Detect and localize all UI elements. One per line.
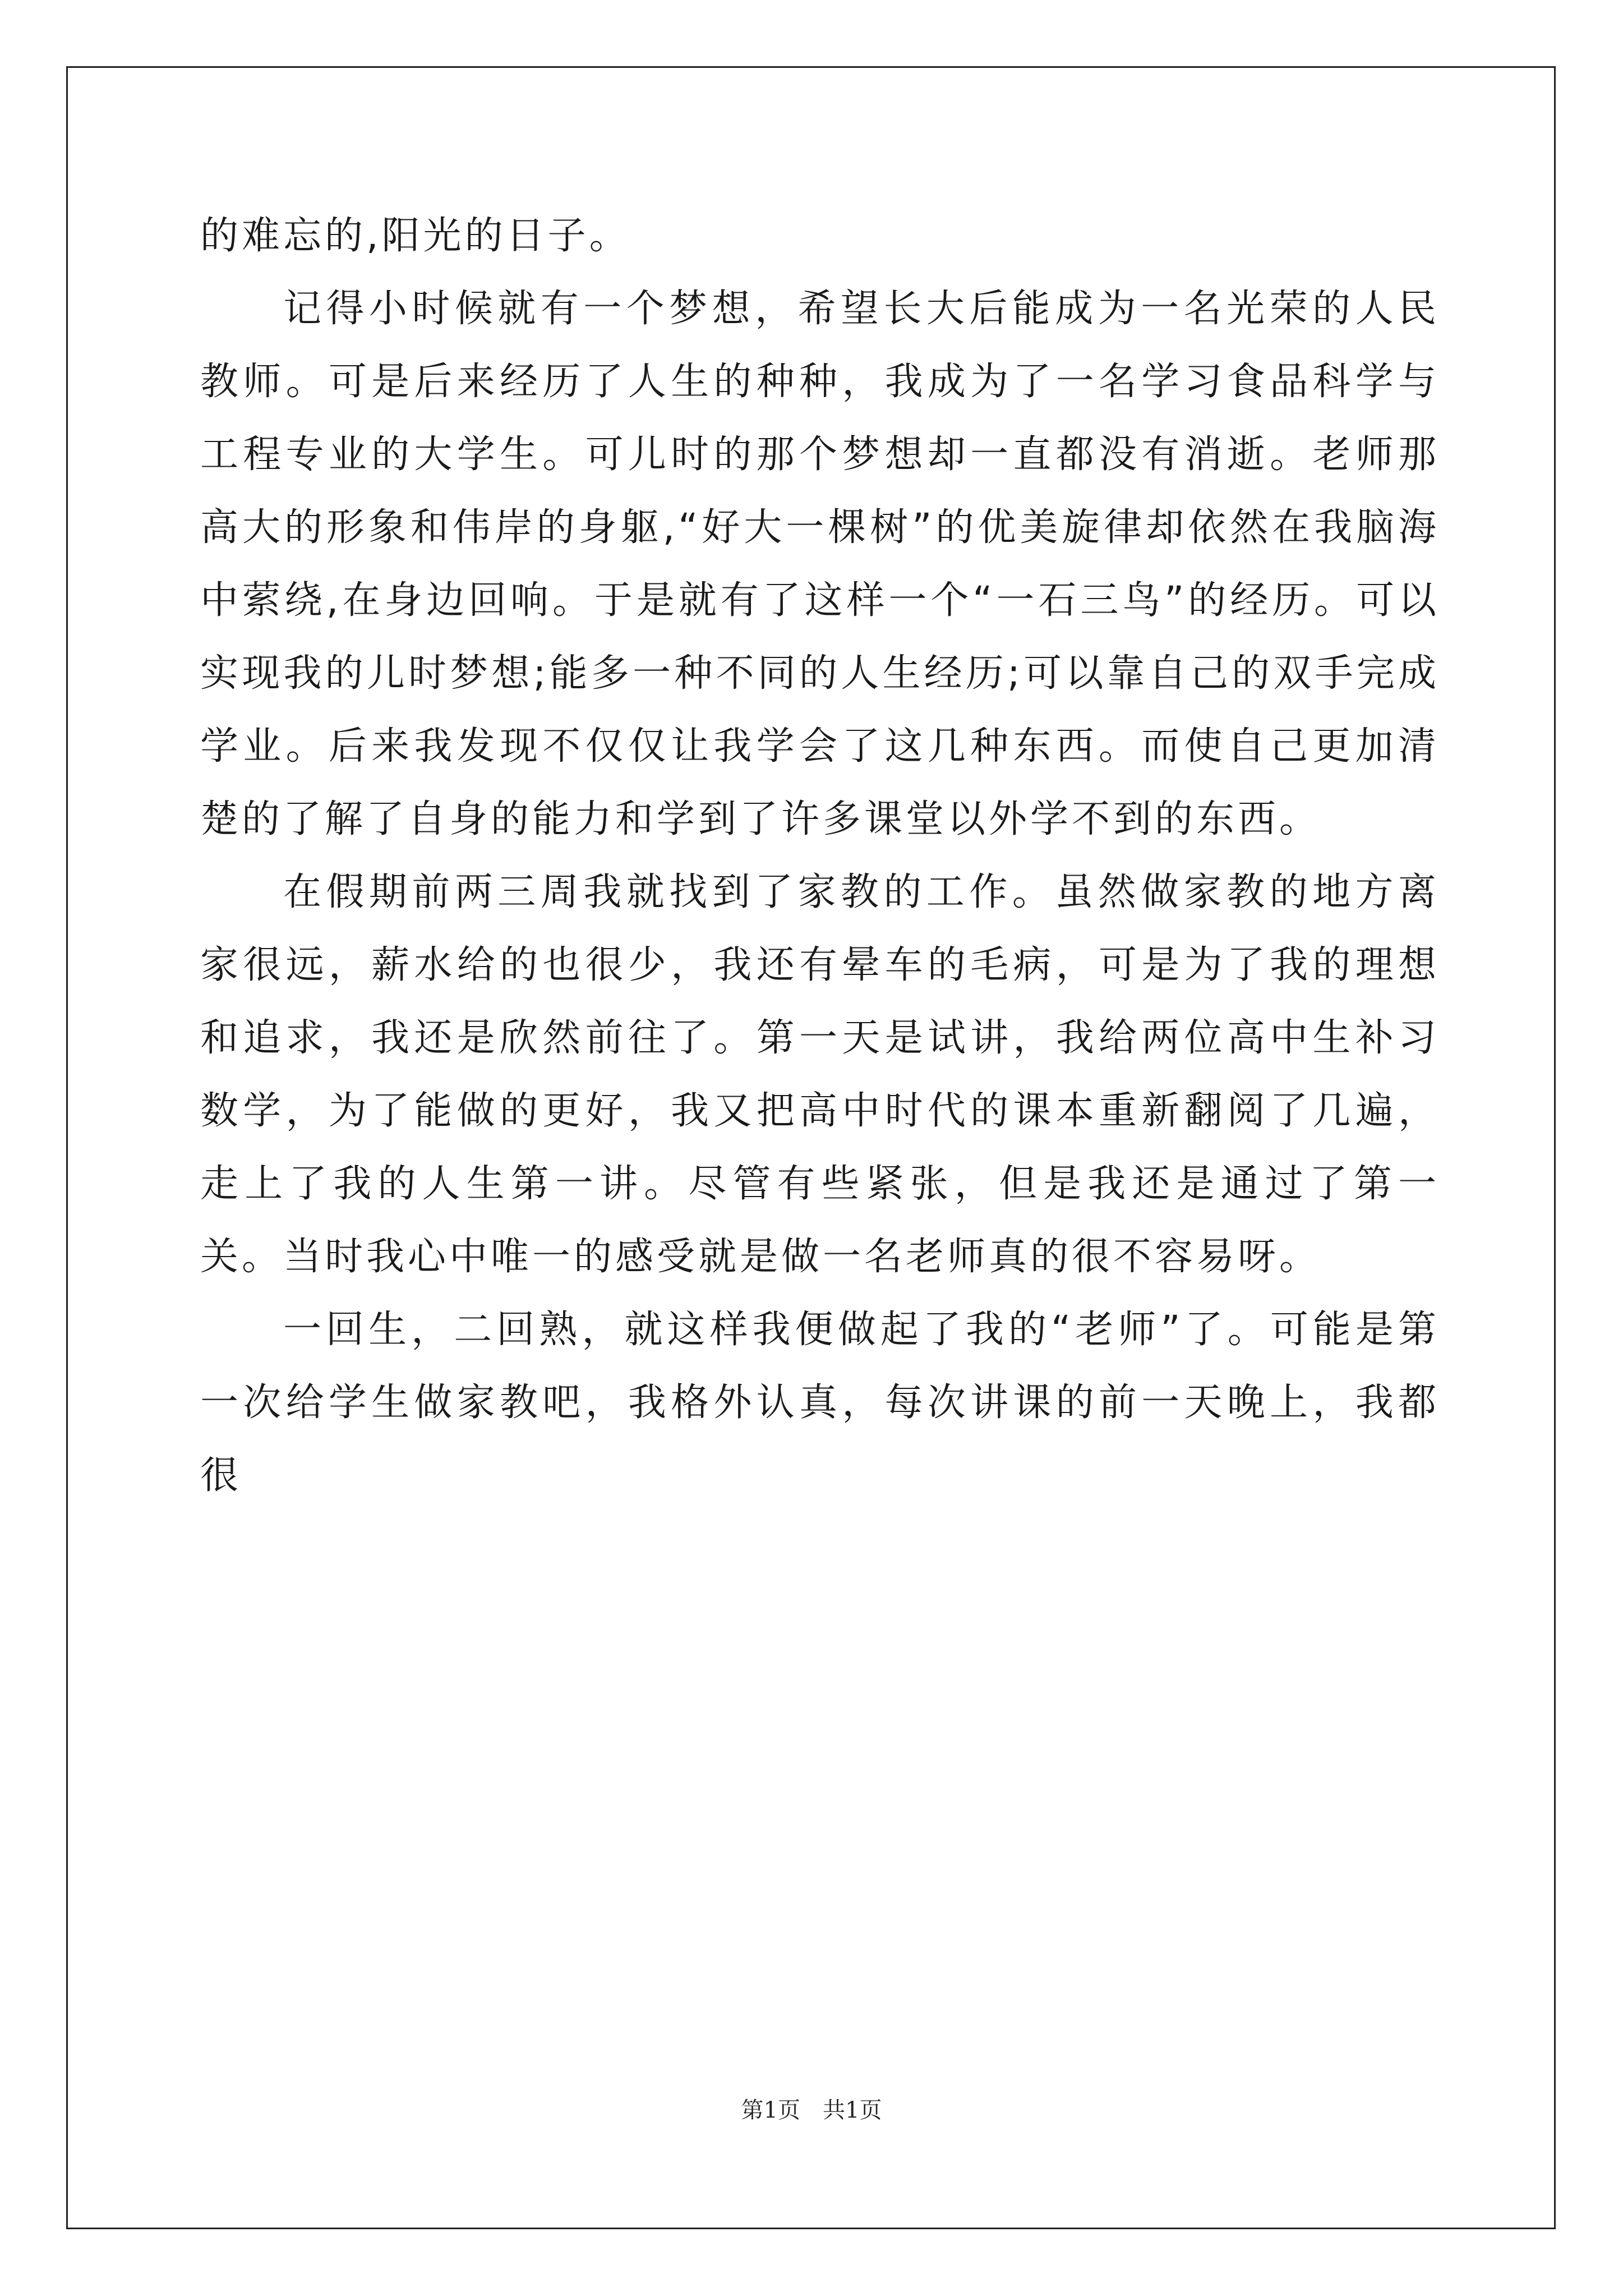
- paragraph-3: 在假期前两三周我就找到了家教的工作。虽然做家教的地方离家很远，薪水给的也很少，我还有晕车的毛病，可是为了我的理想和追求，我还是欣然前往了。第一天是试讲，我给两位高中生补习数学，为了能做的更好，我又把高中时代的课本重新翻阅了几遍，走上了我的人生第一讲。尽管有些紧张，但是我还是通过了第一关。当时我心中唯一的感受就是做一名老师真的很不容易呀。: [200, 870, 1440, 1279]
- document-body: [200, 200, 1440, 1512]
- paragraph-2: 记得小时候就有一个梦想，希望长大后能成为一名光荣的人民教师。可是后来经历了人生的种种，我成为了一名学习食品科学与工程专业的大学生。可儿时的那个梦想却一直都没有消逝。老师那高大的形象和伟岸的身躯,“好大一棵树”的优美旋律却依然在我脑海中萦绕,在身边回响。于是就有了这样一个“一石三鸟”的经历。可以实现我的儿时梦想;能多一种不同的人生经历;可以靠自己的双手完成学业。后来我发现不仅仅让我学会了这几种东西。而使自己更加清楚的了解了自身的能力和学到了许多课堂以外学不到的东西。: [200, 287, 1440, 841]
- paragraph-1: 的难忘的,阳光的日子。: [200, 214, 631, 258]
- paragraph-4: 一回生，二回熟，就这样我便做起了我的“老师”了。可能是第一次给学生做家教吧，我格外认真，每次讲课的前一天晚上，我都很: [200, 1308, 1440, 1498]
- page-footer: 第1页 共1页: [741, 2097, 882, 2123]
